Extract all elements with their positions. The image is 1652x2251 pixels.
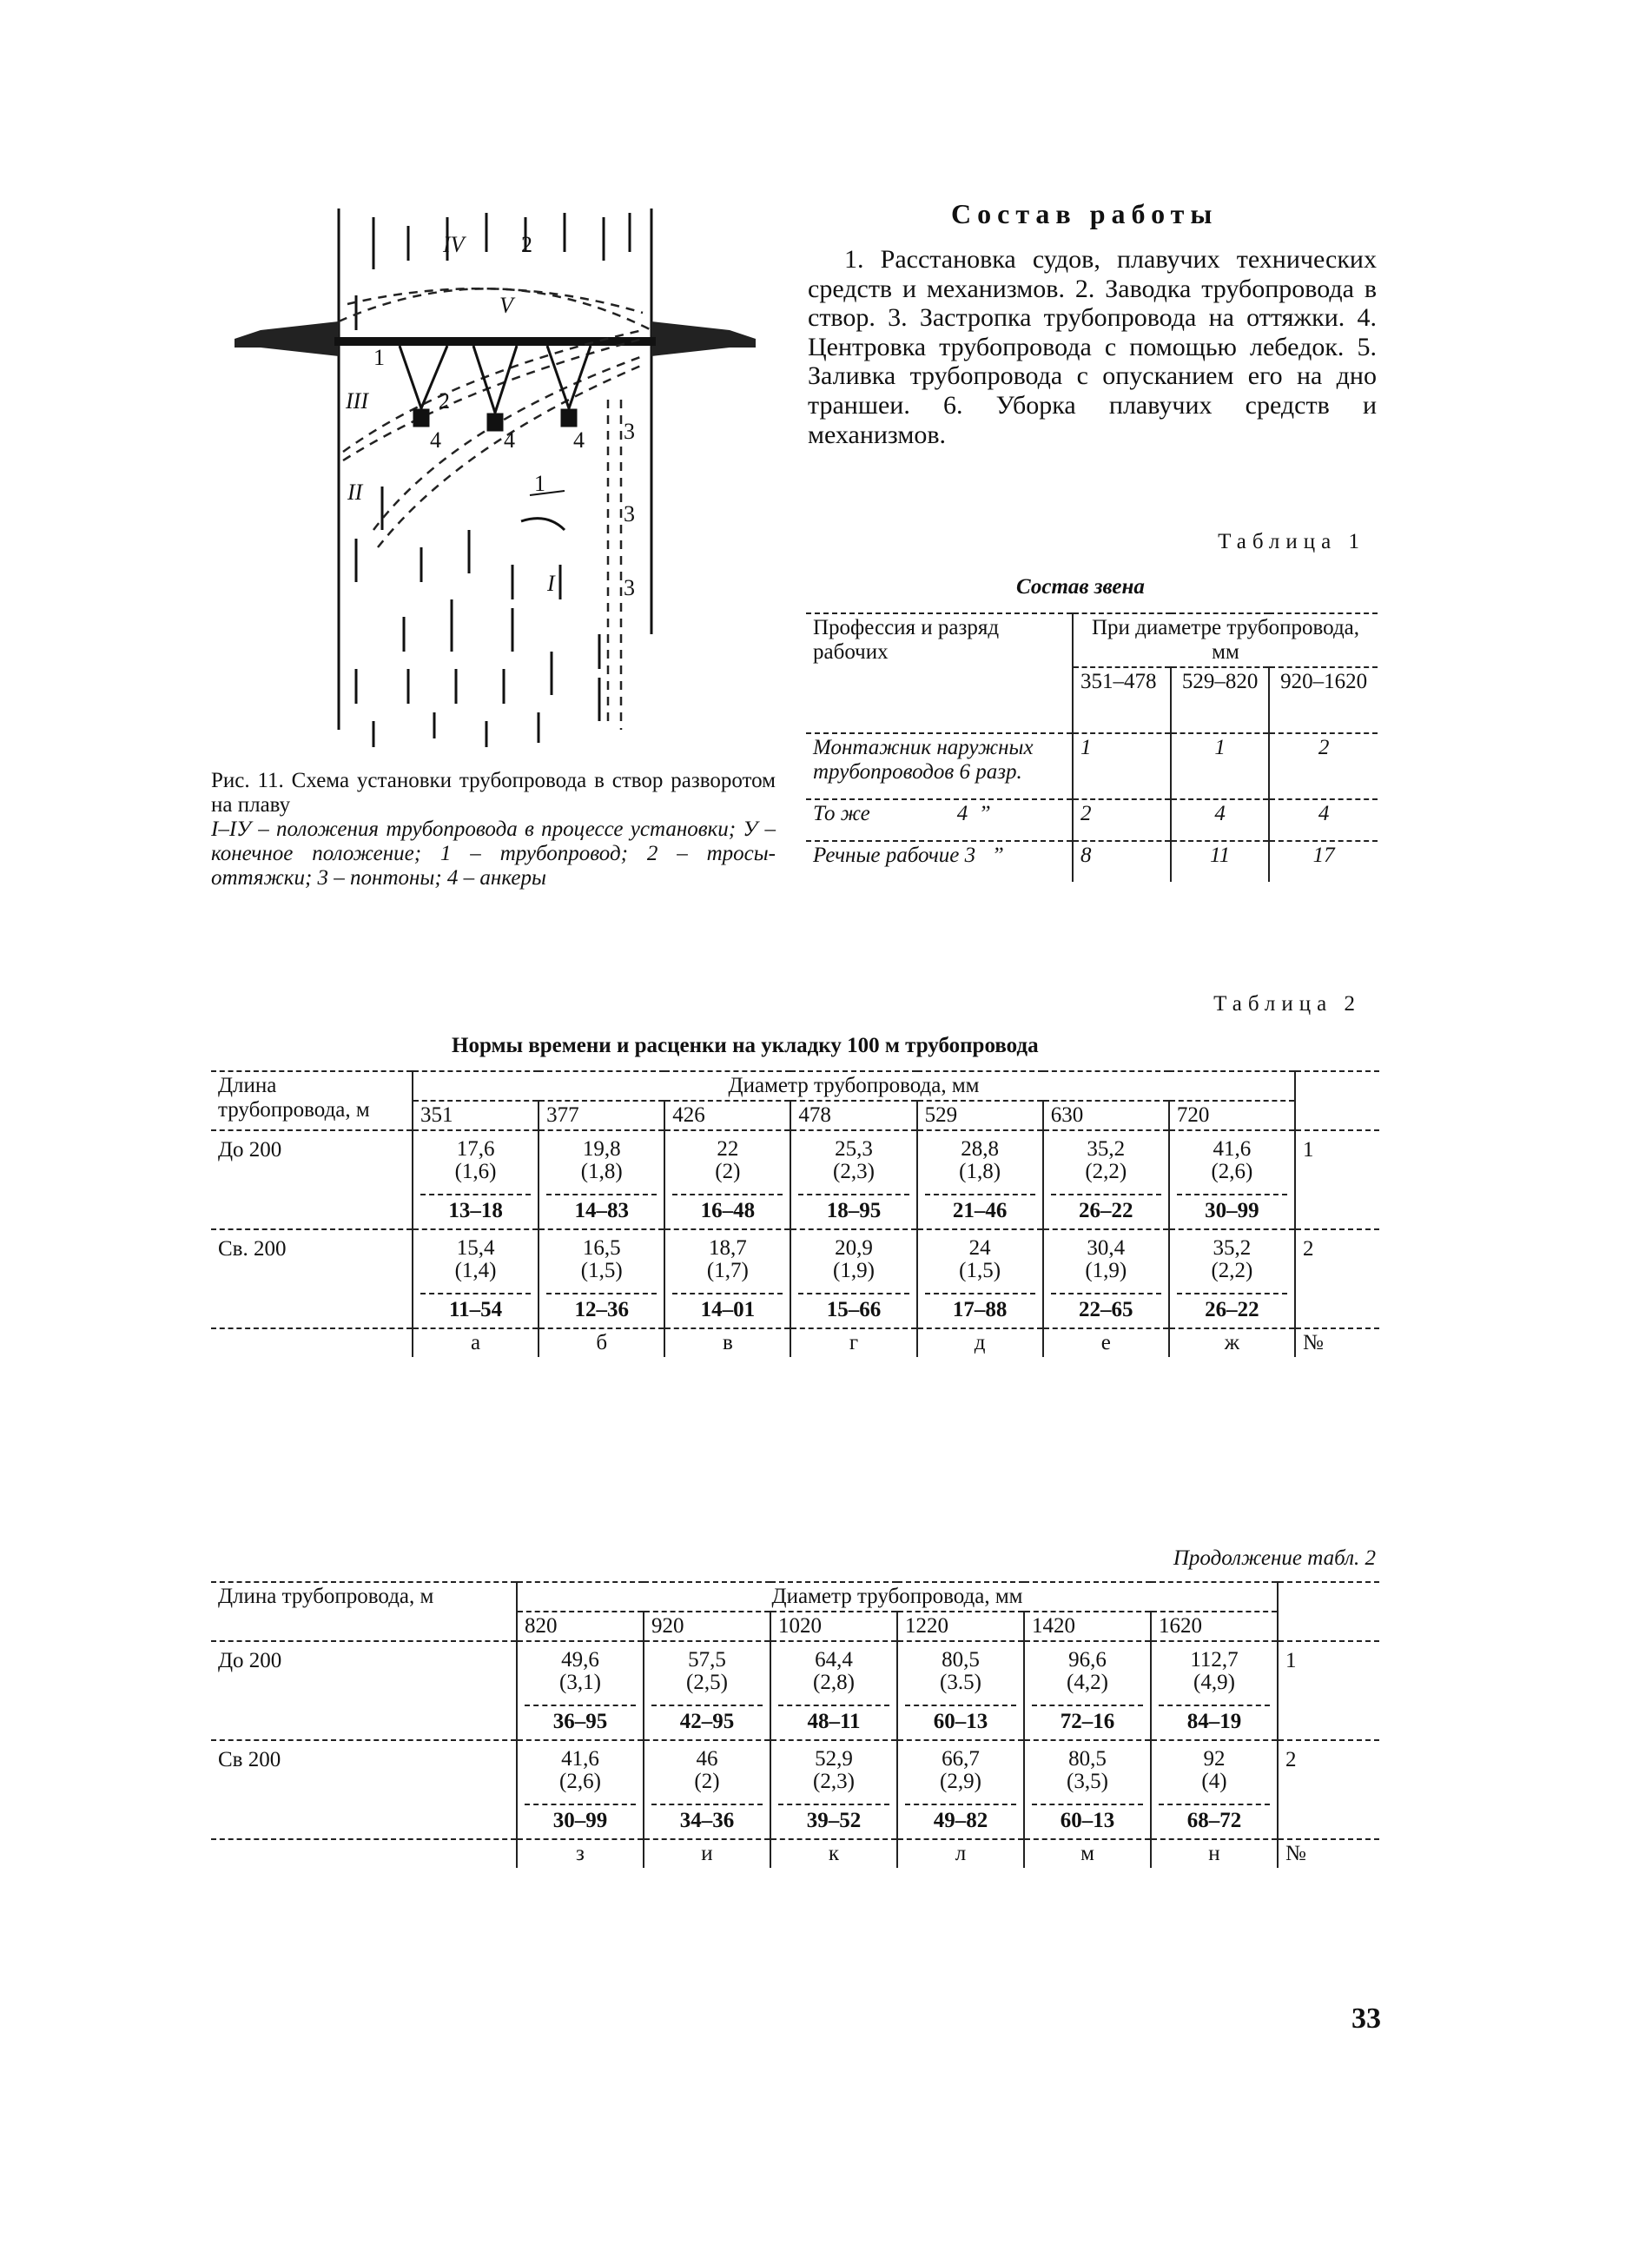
table-row <box>211 1740 1379 1839</box>
norm-value: 18,7 <box>708 1236 747 1260</box>
t1-col-2: 529–820 <box>1171 667 1269 733</box>
price-value: 14–83 <box>546 1194 657 1223</box>
t3-cell <box>897 1740 1024 1839</box>
norm-value: 112,7 <box>1190 1648 1239 1672</box>
t3-col-4: 1220 <box>897 1612 1024 1641</box>
t3-letter: к <box>770 1839 897 1868</box>
t3-letters-blank <box>211 1839 517 1868</box>
t2-col-2: 377 <box>539 1101 664 1130</box>
t2-cell <box>413 1130 539 1229</box>
t2-cell <box>1043 1229 1169 1328</box>
t1-row3-v2: 11 <box>1171 841 1269 882</box>
price-value: 42–95 <box>651 1705 763 1734</box>
pipeline-installation-figure <box>235 200 756 756</box>
price-value: 60–13 <box>905 1705 1016 1734</box>
price-value: 68–72 <box>1159 1804 1270 1833</box>
t1-row3-name: Речные рабочие 3 ” <box>813 844 1004 867</box>
t2-letter: б <box>539 1328 664 1357</box>
norm-sub-value: (2,8) <box>813 1671 855 1694</box>
t2-cell <box>539 1130 664 1229</box>
norm-value: 92 <box>1203 1747 1226 1771</box>
norm-sub-value: (1,4) <box>454 1259 497 1282</box>
t2-head-length: Длина трубопровода, м <box>211 1071 413 1130</box>
norm-value: 80,5 <box>942 1648 980 1672</box>
t3-row-number: 1 <box>1278 1641 1379 1740</box>
t1-head-diameter: При диаметре трубопровода, мм <box>1073 613 1378 667</box>
t1-col-3: 920–1620 <box>1269 667 1378 733</box>
norm-sub-value: (2,6) <box>1211 1160 1253 1183</box>
table-row <box>211 1130 1379 1229</box>
price-value: 11–54 <box>420 1293 531 1322</box>
t1-row1-v3: 2 <box>1269 733 1378 799</box>
t1-row3-v3: 17 <box>1269 841 1378 882</box>
table-row <box>211 1229 1379 1328</box>
label-1a: 1 <box>373 345 385 370</box>
t2-letter: д <box>917 1328 1043 1357</box>
t2-letter: в <box>664 1328 790 1357</box>
figure-caption <box>211 769 776 890</box>
t2-row-number: 1 <box>1295 1130 1379 1229</box>
t2-letter: а <box>413 1328 539 1357</box>
t2-cell <box>413 1229 539 1328</box>
t2-col-1: 351 <box>413 1101 539 1130</box>
table1 <box>806 612 1378 882</box>
norm-sub-value: (2,9) <box>940 1770 981 1793</box>
price-value: 26–22 <box>1051 1194 1161 1223</box>
table2-title: Нормы времени и расценки на укладку 100 м трубопровода <box>452 1034 1039 1057</box>
t3-col-1: 820 <box>517 1612 644 1641</box>
t3-head-length: Длина трубопровода, м <box>211 1582 517 1641</box>
norm-sub-value: (1,8) <box>580 1160 623 1183</box>
t2-cell <box>790 1130 916 1229</box>
page-number: 33 <box>1351 2003 1381 2035</box>
t1-row2-v2: 4 <box>1171 799 1269 841</box>
norm-value: 30,4 <box>1087 1236 1126 1260</box>
t3-row-name: Св 200 <box>218 1748 281 1771</box>
table3-label: Продолжение табл. 2 <box>1173 1546 1376 1570</box>
norm-sub-value: (1,9) <box>1085 1259 1127 1282</box>
composition-title: Состав работы <box>951 198 1219 229</box>
price-value: 22–65 <box>1051 1293 1161 1322</box>
t3-cell <box>770 1740 897 1839</box>
norm-value: 35,2 <box>1087 1137 1126 1161</box>
t2-letters-blank <box>211 1328 413 1357</box>
t3-letter: л <box>897 1839 1024 1868</box>
t2-cell <box>917 1130 1043 1229</box>
t2-col-6: 630 <box>1043 1101 1169 1130</box>
t3-col-5: 1420 <box>1024 1612 1151 1641</box>
label-2b: 2 <box>439 388 450 414</box>
t1-head-profession: Профессия и разряд рабочих <box>806 613 1073 733</box>
label-3b: 3 <box>624 501 635 526</box>
t2-col-4: 478 <box>790 1101 916 1130</box>
t2-cell <box>664 1229 790 1328</box>
t3-no-label: № <box>1278 1839 1379 1868</box>
t1-col-1: 351–478 <box>1073 667 1171 733</box>
t2-row-name: Св. 200 <box>218 1237 287 1261</box>
t2-letter: ж <box>1169 1328 1295 1357</box>
price-value: 30–99 <box>1177 1194 1287 1223</box>
t3-row-number: 2 <box>1278 1740 1379 1839</box>
norm-sub-value: (2) <box>694 1770 720 1793</box>
label-iv: IV <box>443 232 465 257</box>
table2 <box>211 1070 1379 1357</box>
t2-letter: г <box>790 1328 916 1357</box>
t2-cell <box>539 1229 664 1328</box>
t3-head-empty <box>1278 1582 1379 1641</box>
price-value: 12–36 <box>546 1293 657 1322</box>
norm-value: 16,5 <box>582 1236 621 1260</box>
norm-value: 25,3 <box>835 1137 873 1161</box>
norm-value: 20,9 <box>835 1236 873 1260</box>
norm-sub-value: (1,7) <box>706 1259 749 1282</box>
price-value: 21–46 <box>925 1194 1035 1223</box>
norm-value: 80,5 <box>1068 1747 1107 1771</box>
table2-label: Таблица 2 <box>1213 992 1361 1016</box>
t2-row-number: 2 <box>1295 1229 1379 1328</box>
t2-cell <box>1169 1130 1295 1229</box>
label-3a: 3 <box>624 419 635 444</box>
t3-cell <box>897 1641 1024 1740</box>
price-value: 84–19 <box>1159 1705 1270 1734</box>
t3-letter: и <box>644 1839 770 1868</box>
norm-sub-value: (4,2) <box>1067 1671 1108 1694</box>
t3-letter: з <box>517 1839 644 1868</box>
norm-value: 41,6 <box>1213 1137 1252 1161</box>
norm-sub-value: (1,9) <box>833 1259 875 1282</box>
t2-row-name: До 200 <box>218 1138 282 1162</box>
price-value: 34–36 <box>651 1804 763 1833</box>
price-value: 39–52 <box>778 1804 889 1833</box>
norm-value: 64,4 <box>815 1648 853 1672</box>
t2-col-3: 426 <box>664 1101 790 1130</box>
t3-row-name: До 200 <box>218 1649 282 1672</box>
norm-value: 49,6 <box>561 1648 599 1672</box>
t1-row2-name: То же 4 ” <box>813 802 991 825</box>
label-2a: 2 <box>521 232 532 257</box>
t3-cell <box>517 1641 644 1740</box>
norm-value: 19,8 <box>582 1137 621 1161</box>
norm-sub-value: (3.5) <box>940 1671 981 1694</box>
t1-row1-v2: 1 <box>1171 733 1269 799</box>
price-value: 14–01 <box>672 1293 783 1322</box>
t2-cell <box>664 1130 790 1229</box>
composition-text: 1. Расстановка судов, плавучих технических средств и механизмов. 2. Заводка трубопровода в створ. 3. Застропка трубопровода на оттяжки. 4. Центровка трубопровода с помощью лебедок. 5. Заливка трубопровода с опусканием его на дно траншеи. 6. Уборка плавучих средств и механизмов. <box>808 245 1377 449</box>
scheme-drawing <box>235 200 756 756</box>
t3-cell <box>1151 1641 1278 1740</box>
t3-cell <box>644 1641 770 1740</box>
t2-cell <box>1169 1229 1295 1328</box>
norm-value: 22 <box>717 1137 739 1161</box>
t2-cell <box>1043 1130 1169 1229</box>
t3-cell <box>1151 1740 1278 1839</box>
t3-col-6: 1620 <box>1151 1612 1278 1641</box>
t1-row2-v3: 4 <box>1269 799 1378 841</box>
t2-col-7: 720 <box>1169 1101 1295 1130</box>
label-1b: 1 <box>534 471 545 496</box>
caption-legend: I–IУ – положения трубопровода в процессе установки; У – конечное положение; 1 – трубопровод; 2 – тросы-оттяжки; 3 – понтоны; 4 – анкеры <box>211 818 776 890</box>
norm-value: 46 <box>696 1747 718 1771</box>
t1-row1-name: Монтажник наружных трубопроводов 6 разр. <box>813 736 1034 784</box>
norm-sub-value: (1,8) <box>959 1160 1001 1183</box>
norm-value: 17,6 <box>456 1137 495 1161</box>
table1-label: Таблица 1 <box>1218 530 1365 553</box>
norm-sub-value: (2) <box>715 1160 741 1183</box>
t3-cell <box>1024 1740 1151 1839</box>
t2-cell <box>917 1229 1043 1328</box>
t3-letter: н <box>1151 1839 1278 1868</box>
norm-value: 28,8 <box>961 1137 999 1161</box>
norm-sub-value: (3,1) <box>559 1671 601 1694</box>
label-ii: II <box>347 480 363 505</box>
label-4b: 4 <box>504 427 515 453</box>
price-value: 15–66 <box>798 1293 909 1322</box>
t1-row3-v1: 8 <box>1073 841 1171 882</box>
norm-value: 57,5 <box>688 1648 726 1672</box>
norm-value: 96,6 <box>1068 1648 1107 1672</box>
t3-cell <box>517 1740 644 1839</box>
t1-row1-v1: 1 <box>1073 733 1171 799</box>
label-3c: 3 <box>624 575 635 600</box>
t2-head-diameter: Диаметр трубопровода, мм <box>413 1071 1295 1101</box>
norm-sub-value: (2,6) <box>559 1770 601 1793</box>
label-v: V <box>499 293 513 318</box>
price-value: 13–18 <box>420 1194 531 1223</box>
price-value: 72–16 <box>1032 1705 1143 1734</box>
norm-sub-value: (3,5) <box>1067 1770 1108 1793</box>
table2-continuation <box>211 1581 1379 1868</box>
t3-cell <box>644 1740 770 1839</box>
norm-value: 66,7 <box>942 1747 980 1771</box>
norm-sub-value: (4) <box>1201 1770 1227 1793</box>
norm-sub-value: (2,2) <box>1085 1160 1127 1183</box>
norm-sub-value: (2,3) <box>833 1160 875 1183</box>
price-value: 17–88 <box>925 1293 1035 1322</box>
norm-sub-value: (1,5) <box>959 1259 1001 1282</box>
t3-cell <box>770 1641 897 1740</box>
caption-main: Рис. 11. Схема установки трубопровода в створ разворотом на плаву <box>211 769 776 817</box>
t2-no-label: № <box>1295 1328 1379 1357</box>
price-value: 36–95 <box>525 1705 636 1734</box>
t1-row2-v1: 2 <box>1073 799 1171 841</box>
price-value: 60–13 <box>1032 1804 1143 1833</box>
price-value: 30–99 <box>525 1804 636 1833</box>
price-value: 49–82 <box>905 1804 1016 1833</box>
label-4a: 4 <box>430 427 441 453</box>
norm-sub-value: (2,2) <box>1211 1259 1253 1282</box>
t2-letter: е <box>1043 1328 1169 1357</box>
label-i: I <box>547 571 555 596</box>
norm-value: 24 <box>968 1236 991 1260</box>
norm-value: 41,6 <box>561 1747 599 1771</box>
price-value: 48–11 <box>778 1705 889 1734</box>
label-4c: 4 <box>573 427 585 453</box>
t3-head-diameter: Диаметр трубопровода, мм <box>517 1582 1278 1612</box>
norm-sub-value: (1,5) <box>580 1259 623 1282</box>
t2-cell <box>790 1229 916 1328</box>
table1-title: Состав звена <box>1016 575 1145 599</box>
label-iii: III <box>346 388 368 414</box>
norm-sub-value: (1,6) <box>454 1160 497 1183</box>
price-value: 16–48 <box>672 1194 783 1223</box>
t3-col-3: 1020 <box>770 1612 897 1641</box>
norm-value: 35,2 <box>1213 1236 1252 1260</box>
norm-sub-value: (4,9) <box>1193 1671 1235 1694</box>
t2-col-5: 529 <box>917 1101 1043 1130</box>
norm-sub-value: (2,3) <box>813 1770 855 1793</box>
norm-value: 52,9 <box>815 1747 853 1771</box>
t3-col-2: 920 <box>644 1612 770 1641</box>
t3-letter: м <box>1024 1839 1151 1868</box>
t3-cell <box>1024 1641 1151 1740</box>
norm-sub-value: (2,5) <box>686 1671 728 1694</box>
t2-head-empty <box>1295 1071 1379 1130</box>
price-value: 18–95 <box>798 1194 909 1223</box>
norm-value: 15,4 <box>456 1236 495 1260</box>
price-value: 26–22 <box>1177 1293 1287 1322</box>
table-row <box>211 1641 1379 1740</box>
